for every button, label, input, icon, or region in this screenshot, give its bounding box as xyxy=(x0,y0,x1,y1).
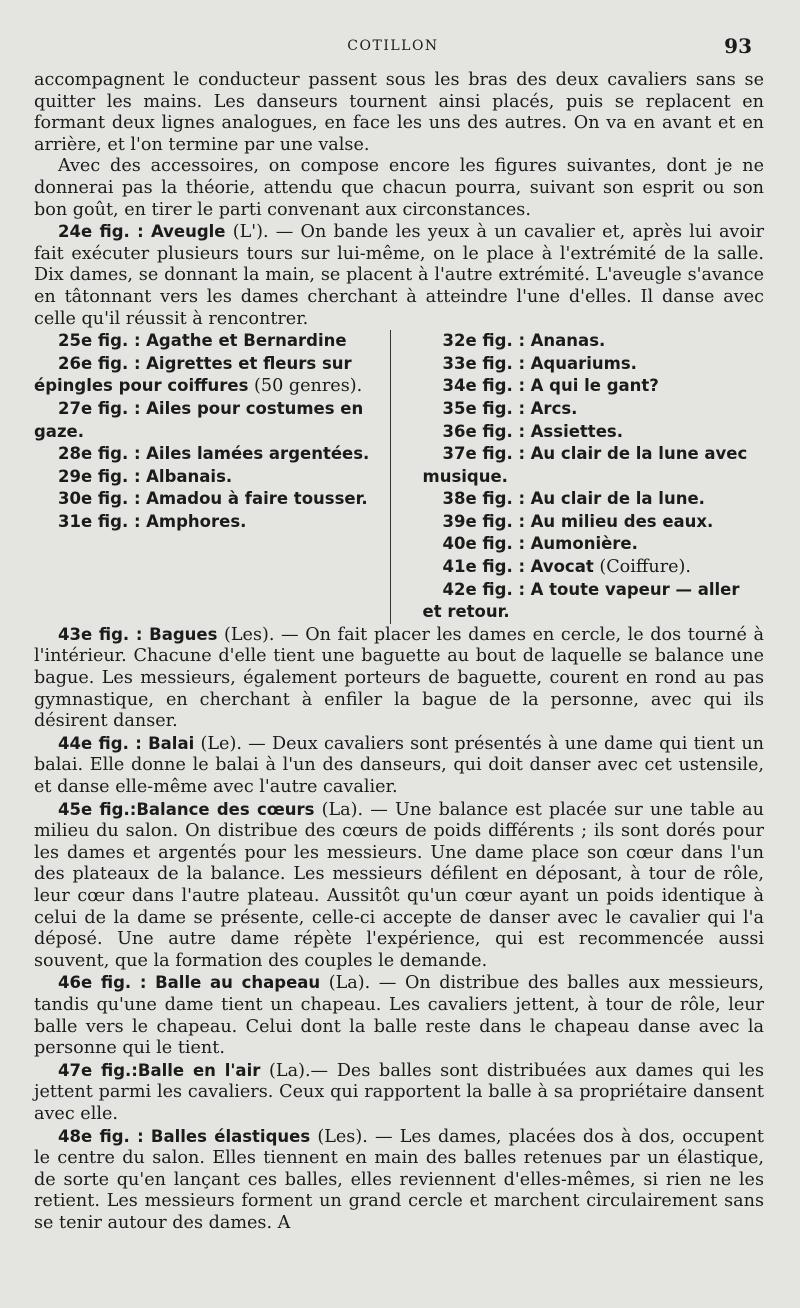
figure-number: 33e fig. : xyxy=(442,353,526,373)
figure-number: 34e fig. : xyxy=(442,376,526,396)
figure-name: Avocat xyxy=(530,557,594,577)
figure-number: 47e fig.: xyxy=(58,1060,138,1080)
figure-list-right xyxy=(390,330,765,624)
figure-name: Ailes pour costumes en gaze. xyxy=(34,398,364,441)
figure-name: Balles élastiques xyxy=(150,1126,311,1146)
figure-suffix: (50 genres). xyxy=(248,376,363,397)
list-item xyxy=(34,466,376,489)
figure-name: Balance des cœurs xyxy=(136,799,315,819)
figure-number: 24e fig. : xyxy=(58,222,144,242)
list-item xyxy=(423,556,765,579)
list-item xyxy=(423,443,765,488)
list-item xyxy=(34,353,376,398)
figure-number: 29e fig. : xyxy=(58,466,141,486)
figure-name: Au milieu des eaux. xyxy=(530,511,714,531)
list-item xyxy=(423,421,765,444)
list-item xyxy=(34,330,376,353)
figure-suffix: (La). xyxy=(314,799,364,820)
list-item xyxy=(423,488,765,511)
figure-number: 35e fig. : xyxy=(442,398,526,418)
figure-name: Albanais. xyxy=(146,466,233,486)
figure-name: Aveugle xyxy=(150,222,226,242)
figure-number: 39e fig. : xyxy=(442,511,526,531)
figure-name: Amadou à faire tousser. xyxy=(146,489,368,509)
figure-text: — On fait placer les dames en cercle, le dos tourné à l'intérieur. Chacune d'elle tient une baguette au bout de laquelle se balance une bague. Les messieurs, également porteurs de baguette, courent en rond au pas gymnastique, en cherchant à enfiler la bague de la personne, avec qui ils désirent danser. xyxy=(34,624,764,732)
list-item xyxy=(34,398,376,443)
figure-number: 46e fig. : xyxy=(58,973,147,993)
figure-name: Balai xyxy=(148,733,195,753)
figure-suffix: (La). xyxy=(260,1060,311,1081)
figure-number: 31e fig. : xyxy=(58,511,141,531)
list-item xyxy=(34,443,376,466)
page-body xyxy=(34,70,764,1234)
figure-number: 32e fig. : xyxy=(442,331,526,351)
list-item xyxy=(423,330,765,353)
figure-suffix: (Coiffure). xyxy=(593,557,691,578)
figure-suffix: (Les). xyxy=(217,624,275,645)
page-header xyxy=(34,34,752,58)
figure-name: A qui le gant? xyxy=(530,376,659,396)
list-item xyxy=(423,353,765,376)
figure-number: 44e fig. : xyxy=(58,733,142,753)
figure-text: — On bande les yeux à un cavalier et, après lui avoir fait exécuter plusieurs tours sur lui-même, on le place à l'extrémité de la salle. Dix dames, se donnant la main, se placent à l'autre extrémité. L'aveugle s'avance en tâtonnant vers les dames cherchant à atteindre l'une d'elles. Il danse avec celle qu'il réussit à rencontrer. xyxy=(34,222,765,329)
figure-name: Aumonière. xyxy=(530,534,638,554)
figure-number: 45e fig.: xyxy=(58,799,137,819)
figure-name: Amphores. xyxy=(146,511,247,531)
figure-list-left xyxy=(34,330,390,624)
figure-name: Agathe et Bernardine xyxy=(146,331,347,351)
list-item xyxy=(423,511,765,534)
figure-name: Arcs. xyxy=(530,398,578,418)
figure-number: 28e fig. : xyxy=(58,444,141,464)
figure-name: Ananas. xyxy=(530,331,606,351)
figure-entry-24 xyxy=(34,221,764,330)
figure-suffix: (La). xyxy=(320,973,371,994)
figure-text: — Les dames, placées dos à dos, occupent le centre du salon. Elles tiennent en main des balles retenues par un élastique, de sorte qu'en lançant ces balles, elles reviennent d'elles-mêmes, si rien ne les retient. Les messieurs forment un grand cercle et marchent circulairement sans se tenir autour des dames. A xyxy=(34,1126,764,1233)
figure-suffix: (L'). xyxy=(225,222,269,243)
list-item xyxy=(34,488,376,511)
figure-name: Balle en l'air xyxy=(137,1060,261,1080)
figure-number: 26e fig. : xyxy=(58,353,141,373)
figure-number: 41e fig. : xyxy=(442,557,526,577)
figure-number: 48e fig. : xyxy=(58,1126,144,1146)
figure-text: — Des balles sont distribuées aux dames qui les jettent parmi les cavaliers. Ceux qui rapportent la balle à sa propriétaire dansent avec elle. xyxy=(34,1060,764,1124)
figure-number: 30e fig. : xyxy=(58,489,141,509)
figure-entry-47 xyxy=(34,1060,764,1126)
figure-name: Au clair de la lune. xyxy=(530,489,705,509)
running-title: COTILLON xyxy=(347,38,439,54)
figure-number: 27e fig. : xyxy=(58,398,141,418)
figure-name: Au clair de la lune avec musique. xyxy=(422,444,748,486)
figure-name: Ailes lamées argentées. xyxy=(146,444,370,464)
figure-number: 40e fig. : xyxy=(442,534,526,554)
figure-list-columns xyxy=(34,330,764,624)
list-item xyxy=(423,533,765,556)
list-item xyxy=(423,398,765,421)
figure-text: — Une balance est placée sur une table au milieu du salon. On distribue des cœurs de poids différents ; ils sont dorés pour les dames et argentés pour les messieurs. Une dame place son cœur dans l'un des plateaux de la balance. Les messieurs défilent en déposant, à tour de rôle, leur cœur dans l'autre plateau. Aussitôt qu'un cœur ayant un poids identique à celui de la dame se présente, celle-ci accepte de danser avec le cavalier qui l'a déposé. Une autre dame répète l'expérience, qui est recommencée aussi souvent, que la formation des couples le demande. xyxy=(34,799,764,971)
figure-text: — On distribue des balles aux messieurs, tandis qu'une dame tient un chapeau. Les cavaliers jettent, à tour de rôle, leur balle vers le chapeau. Celui dont la balle reste dans le chapeau danse avec la personne qui le tient. xyxy=(34,973,764,1059)
figure-name: Aquariums. xyxy=(530,353,637,373)
figure-number: 38e fig. : xyxy=(442,489,526,509)
intro-paragraph-1: accompagnent le conducteur passent sous les bras des deux cavaliers sans se quitter les mains. Les danseurs tournent ainsi placés, puis se replacent en formant deux lignes analogues, en face les uns des autres. On va en avant et en arrière, et l'on termine par une valse. xyxy=(34,70,764,155)
figure-suffix: (Les). xyxy=(310,1126,368,1147)
figure-text: — Deux cavaliers sont présentés à une dame qui tient un balai. Elle donne le balai à l'un des danseurs, qui doit danser avec cet ustensile, et danse elle-même avec l'autre cavalier. xyxy=(34,733,764,797)
figure-name: Assiettes. xyxy=(530,421,623,441)
figure-name: Aigrettes et fleurs sur épingles pour coiffures xyxy=(34,353,352,396)
figure-suffix: (Le). xyxy=(194,733,242,754)
figure-number: 37e fig. : xyxy=(442,444,526,464)
figure-number: 36e fig. : xyxy=(442,421,526,441)
figure-name: Balle au chapeau xyxy=(155,973,321,993)
figure-name: A toute vapeur — aller et retour. xyxy=(422,579,740,622)
page-number: 93 xyxy=(724,34,752,58)
figure-entry-46 xyxy=(34,972,764,1059)
figure-entry-45 xyxy=(34,799,764,973)
figure-number: 42e fig. : xyxy=(442,579,526,599)
list-item xyxy=(423,579,765,624)
figure-entry-43 xyxy=(34,624,764,733)
figure-entry-48 xyxy=(34,1126,764,1235)
figure-number: 43e fig. : xyxy=(58,624,143,644)
list-item xyxy=(423,375,765,398)
figure-name: Bagues xyxy=(149,624,218,644)
intro-paragraph-2: Avec des accessoires, on compose encore les figures suivantes, dont je ne donnerai pas la théorie, attendu que chacun pourra, suivant son esprit ou son bon goût, en tirer le parti convenant aux circonstances. xyxy=(34,156,764,220)
list-item xyxy=(34,511,376,534)
figure-entry-44 xyxy=(34,733,764,799)
figure-number: 25e fig. : xyxy=(58,331,141,351)
